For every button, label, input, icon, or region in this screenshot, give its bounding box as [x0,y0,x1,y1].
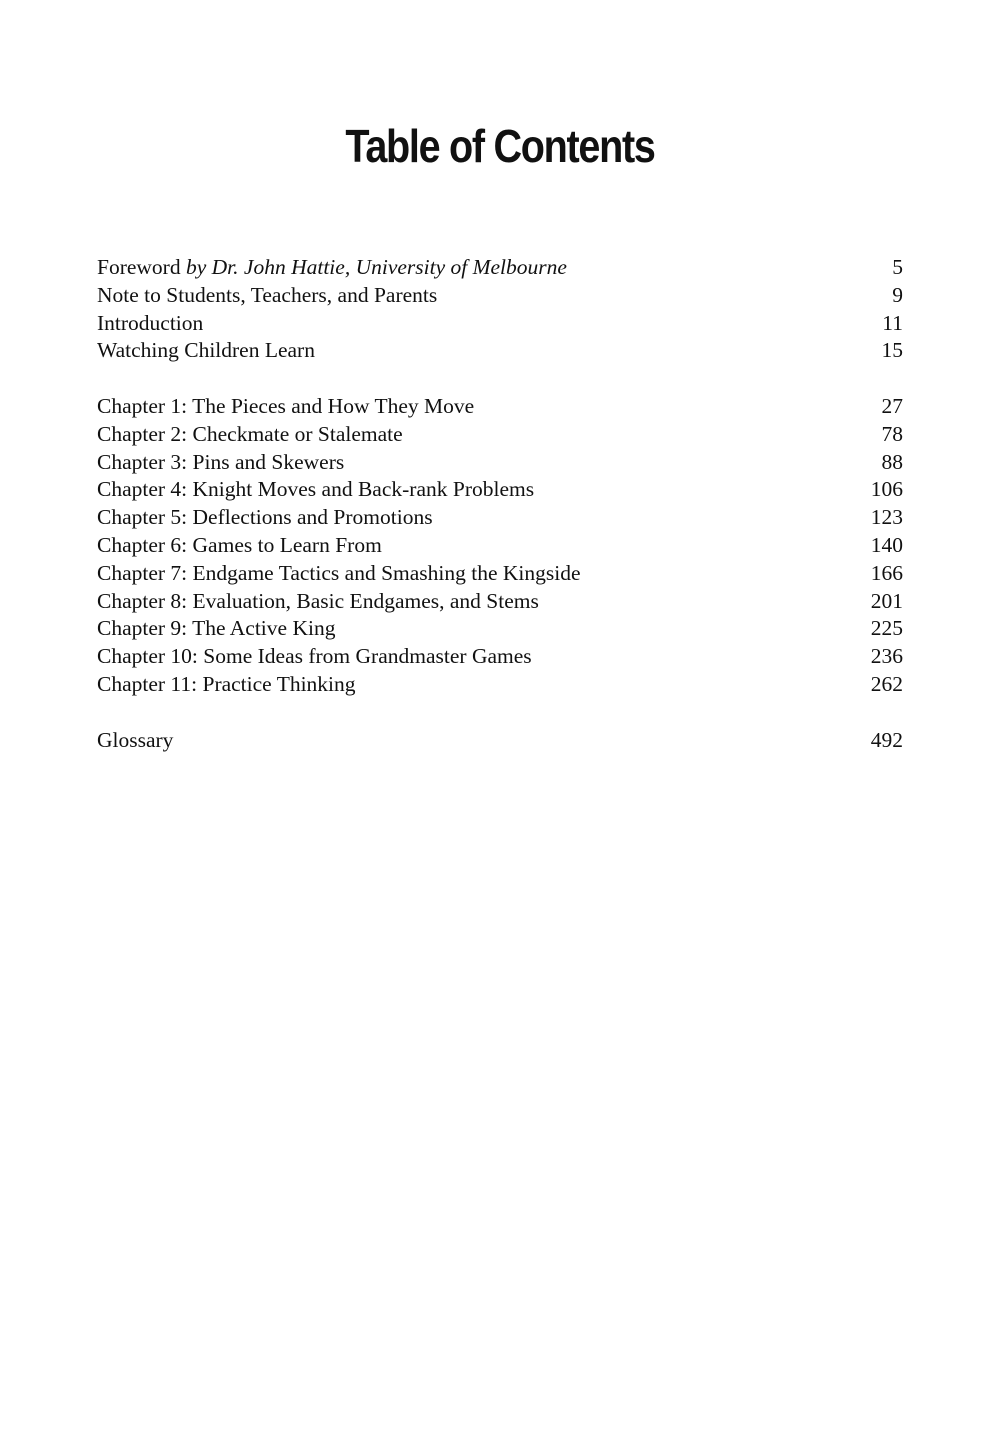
toc-entry-label: Chapter 5: Deflections and Promotions [97,505,433,530]
toc-entry-label: Chapter 7: Endgame Tactics and Smashing the Kingside [97,560,581,585]
toc-entry-label: Chapter 6: Games to Learn From [97,532,382,557]
toc-entry-label: Chapter 11: Practice Thinking [97,671,356,696]
toc-entry-introduction[interactable] [97,310,903,338]
page-title: Table of Contents [345,120,655,172]
toc-entry-chapter-3[interactable] [97,449,903,477]
toc-page-number: 106 [870,477,903,502]
toc-chapters [97,393,903,699]
toc-page-number: 166 [870,560,903,585]
toc-entry-foreword[interactable] [97,254,903,282]
toc-page-number: 5 [892,255,903,279]
toc-page-number: 225 [870,616,903,641]
toc-entry-chapter-2[interactable] [97,421,903,449]
toc-entry-label [97,254,567,282]
toc-entry-label: Chapter 1: The Pieces and How They Move [97,393,475,418]
toc-page-number: 27 [881,393,903,418]
toc-page-number: 236 [870,644,903,669]
toc-entry-chapter-4[interactable] [97,476,903,504]
toc-entry-chapter-10[interactable] [97,643,903,671]
toc-entry-label: Chapter 10: Some Ideas from Grandmaster Games [97,644,532,669]
toc-entry-label: Chapter 3: Pins and Skewers [97,449,345,474]
toc-entry-label: Note to Students, Teachers, and Parents [97,282,438,307]
toc-entry-chapter-1[interactable] [97,393,903,421]
toc-page-number: 262 [870,671,903,696]
toc-entry-label: Glossary [97,727,174,752]
toc-page-number: 140 [870,532,903,557]
toc-entry-label: Chapter 2: Checkmate or Stalemate [97,421,403,446]
toc-entry-glossary[interactable] [97,727,903,755]
toc-entry-chapter-7[interactable] [97,560,903,588]
toc-entry-label: Watching Children Learn [97,338,315,363]
toc-entry-chapter-11[interactable] [97,671,903,699]
toc-page-number: 11 [882,310,903,335]
toc-entry-label: Chapter 9: The Active King [97,616,336,641]
toc-entry-watching[interactable] [97,337,903,365]
toc-page-number: 78 [881,421,903,446]
toc-entry-label: Chapter 4: Knight Moves and Back-rank Problems [97,477,535,502]
toc-front-matter [97,254,903,365]
toc-page-number: 9 [892,282,903,307]
toc-entry-label: Chapter 8: Evaluation, Basic Endgames, and Stems [97,588,539,613]
toc-entry-chapter-9[interactable] [97,615,903,643]
toc-entry-chapter-6[interactable] [97,532,903,560]
toc-entry-chapter-8[interactable] [97,588,903,616]
toc-page-number: 492 [870,727,903,752]
toc-entry-chapter-5[interactable] [97,504,903,532]
toc-page-number: 201 [870,588,903,613]
toc-entry-note[interactable] [97,282,903,310]
toc-page-number: 123 [870,505,903,530]
toc-entry-label-text: Foreword [97,255,186,279]
toc-back-matter [97,727,903,755]
table-of-contents [97,254,903,782]
toc-page-number: 15 [881,338,903,363]
toc-entry-byline: by Dr. John Hattie, University of Melbourne [185,255,567,279]
toc-entry-label: Introduction [97,310,204,335]
toc-page-number: 88 [881,449,903,474]
